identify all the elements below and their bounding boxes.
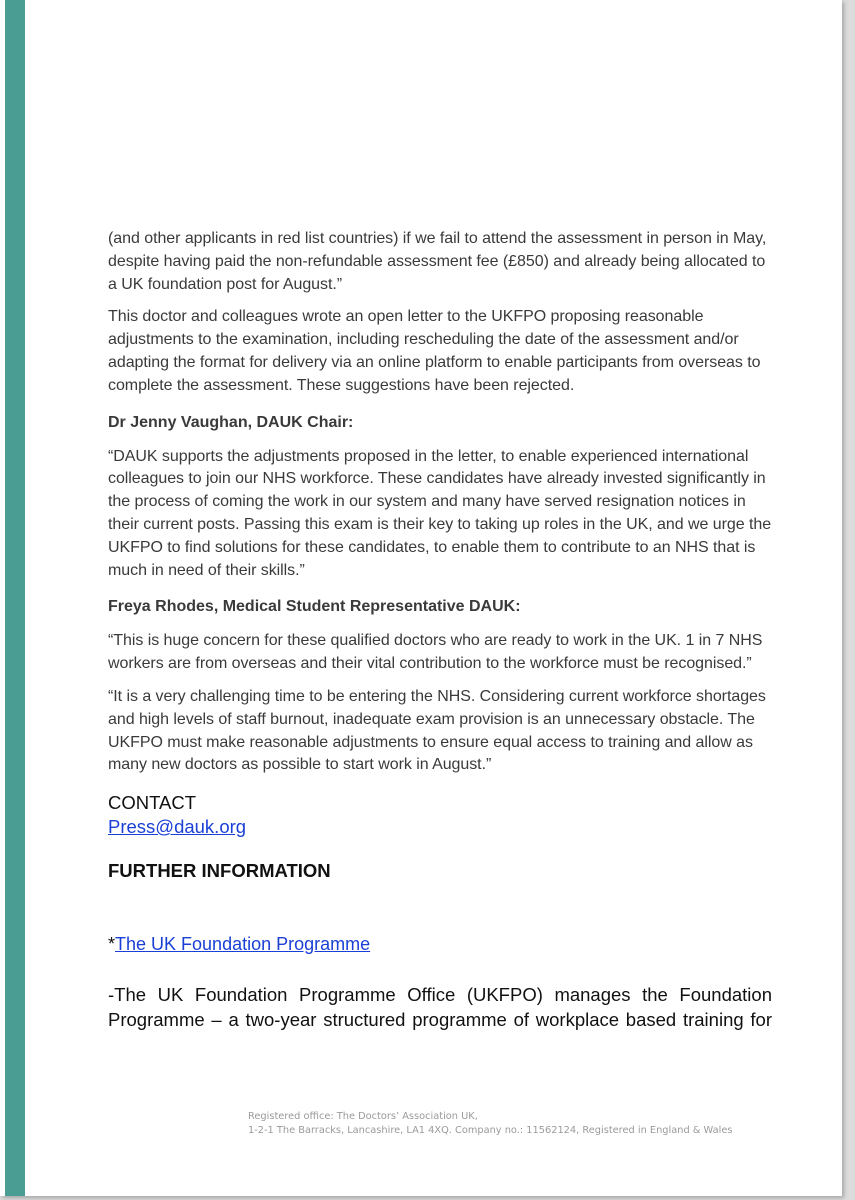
contact-heading: CONTACT [108,792,197,814]
quote-student-2: “It is a very challenging time to be entering the NHS. Considering current workforce shortages and high levels of staff burnout, inadequate exam provision is an unnecessary obstacle. The UKFPO must make reasonable adjustments to ensure equal access to training and allow as many new doctors as possible to start work in August.” [108,687,766,774]
accent-bar [5,0,25,1196]
speaker-chair: Dr Jenny Vaughan, DAUK Chair: [108,413,354,431]
quote-chair: “DAUK supports the adjustments proposed in the letter, to enable experienced international colleagues to join our NHS workforce. These candidates have already invested significantly in the process of coming the work in our system and many have served resignation notices in their current posts. Passing this exam is their key to taking up roles in the UK, and we urge the UKFPO to find solutions for these candidates, to enable them to contribute to an NHS that is much in need of their skills.” [108,447,772,579]
registered-office-footer [248,1110,732,1137]
programme-link[interactable]: The UK Foundation Programme [115,934,371,955]
programme-description: -The UK Foundation Programme Office (UKFPO) manages the Foundation Programme – a two-year structured programme of workplace based training for [108,984,772,1030]
footer-line-1: Registered office: The Doctors’ Association UK, [248,1111,478,1122]
contact-email-link[interactable]: Press@dauk.org [108,816,247,838]
intro-paragraph-1: (and other applicants in red list countries) if we fail to attend the assessment in person in May, despite having paid the non-refundable assessment fee (£850) and already being allocated to a UK foundation post for August.” [108,230,767,293]
speaker-student: Freya Rhodes, Medical Student Representative DAUK: [108,598,521,616]
quote-student-1: “This is huge concern for these qualified doctors who are ready to work in the UK. 1 in 7 NHS workers are from overseas and their vital contribution to the workforce must be recognised.” [108,632,763,673]
programme-asterisk: * [108,934,116,955]
programme-reference [108,932,772,956]
document-body [108,228,772,1032]
intro-paragraph-2: This doctor and colleagues wrote an open letter to the UKFPO proposing reasonable adjustments to the examination, including rescheduling the date of the assessment and/or adapting the format for delivery via an online platform to enable participants from overseas to complete the assessment. These suggestions have been rejected. [108,308,761,394]
footer-line-2: 1-2-1 The Barracks, Lancashire, LA1 4XQ. Company no.: 11562124, Registered in England & Wales [248,1124,733,1136]
further-information-heading: FURTHER INFORMATION [108,860,331,882]
